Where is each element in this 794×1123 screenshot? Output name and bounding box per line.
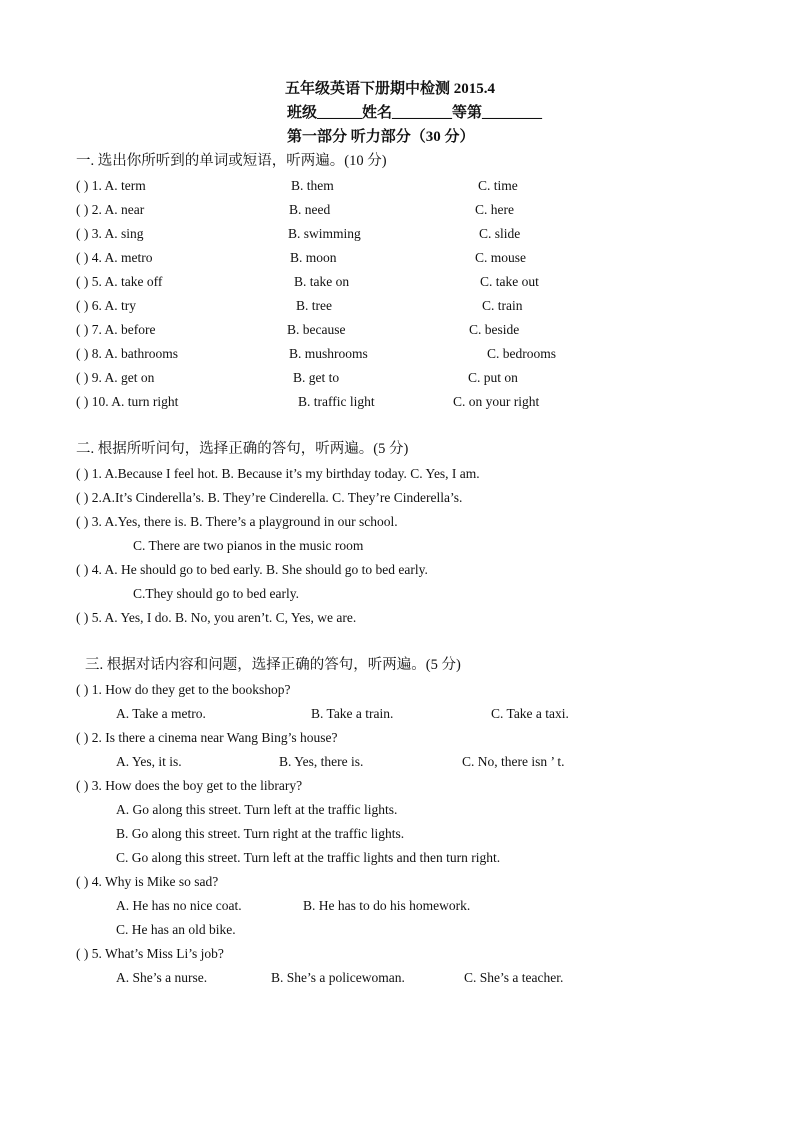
s1-q7-c: C. beside	[469, 322, 520, 337]
s2-q1: ( ) 1. A.Because I feel hot. B. Because it’s my birthday today. C. Yes, I am.	[76, 466, 480, 481]
part-heading: 第一部分 听力部分（30 分）	[287, 129, 475, 145]
s1-q2-c: C. here	[475, 202, 514, 217]
s2-q3: ( ) 3. A.Yes, there is. B. There’s a playground in our school.	[76, 514, 398, 529]
s3-q2: ( ) 2. Is there a cinema near Wang Bing’s house?	[76, 730, 338, 745]
student-info-line: 班级______姓名________等第________	[287, 105, 543, 121]
s2-q3-option-c: C. There are two pianos in the music room	[133, 538, 364, 553]
s1-q5-a: ( ) 5. A. take off	[76, 274, 163, 289]
s1-q6-a: ( ) 6. A. try	[76, 298, 136, 313]
s1-q5-c: C. take out	[480, 274, 539, 289]
s3-q3-c: C. Go along this street. Turn left at the traffic lights and then turn right.	[116, 850, 501, 865]
s1-q9-c: C. put on	[468, 370, 518, 385]
s3-q3-a: A. Go along this street. Turn left at the traffic lights.	[116, 802, 398, 817]
s1-q4-c: C. mouse	[475, 250, 527, 265]
s1-q3-b: B. swimming	[288, 226, 361, 241]
s1-q10-c: C. on your right	[453, 394, 540, 409]
s1-q8-c: C. bedrooms	[487, 346, 556, 361]
s2-q5: ( ) 5. A. Yes, I do. B. No, you aren’t. C, Yes, we are.	[76, 610, 357, 625]
section-3-heading: 三. 根据对话内容和问题，选择正确的答句，听两遍。(5 分)	[85, 657, 461, 673]
s1-q3-a: ( ) 3. A. sing	[76, 226, 144, 241]
s1-q3-c: C. slide	[479, 226, 521, 241]
s1-q10-b: B. traffic light	[298, 394, 375, 409]
s1-q6-c: C. train	[482, 298, 523, 313]
s3-q4-c: C. He has an old bike.	[116, 922, 236, 937]
s1-q9-b: B. get to	[293, 370, 340, 385]
exam-title: 五年级英语下册期中检测 2015.4	[285, 81, 496, 97]
s1-q1-c: C. time	[478, 178, 518, 193]
s3-q1-b: B. Take a train.	[311, 706, 394, 721]
s3-q2-b: B. Yes, there is.	[279, 754, 364, 769]
s3-q1: ( ) 1. How do they get to the bookshop?	[76, 682, 291, 697]
s3-q5: ( ) 5. What’s Miss Li’s job?	[76, 946, 224, 961]
s3-q4-a: A. He has no nice coat.	[116, 898, 242, 913]
s3-q1-c: C. Take a taxi.	[491, 706, 569, 721]
s2-q4: ( ) 4. A. He should go to bed early. B. She should go to bed early.	[76, 562, 428, 577]
s1-q7-b: B. because	[287, 322, 346, 337]
s3-q2-c: C. No, there isn ’ t.	[462, 754, 565, 769]
s3-q3: ( ) 3. How does the boy get to the library?	[76, 778, 303, 793]
s1-q4-b: B. moon	[290, 250, 337, 265]
s3-q5-b: B. She’s a policewoman.	[271, 970, 405, 985]
s1-q5-b: B. take on	[294, 274, 350, 289]
s1-q6-b: B. tree	[296, 298, 332, 313]
s1-q10-a: ( ) 10. A. turn right	[76, 394, 179, 409]
s3-q5-c: C. She’s a teacher.	[464, 970, 564, 985]
s2-q4-option-c: C.They should go to bed early.	[133, 586, 299, 601]
s3-q1-a: A. Take a metro.	[116, 706, 206, 721]
s1-q2-a: ( ) 2. A. near	[76, 202, 145, 217]
s1-q8-a: ( ) 8. A. bathrooms	[76, 346, 178, 361]
section-2-heading: 二. 根据所听问句，选择正确的答句，听两遍。(5 分)	[76, 441, 409, 457]
s1-q7-a: ( ) 7. A. before	[76, 322, 156, 337]
s1-q8-b: B. mushrooms	[289, 346, 368, 361]
s3-q2-a: A. Yes, it is.	[116, 754, 182, 769]
s1-q2-b: B. need	[289, 202, 331, 217]
s3-q4: ( ) 4. Why is Mike so sad?	[76, 874, 219, 889]
s3-q4-b: B. He has to do his homework.	[303, 898, 471, 913]
s3-q3-b: B. Go along this street. Turn right at the traffic lights.	[116, 826, 405, 841]
s1-q1-b: B. them	[291, 178, 334, 193]
s2-q2: ( ) 2.A.It’s Cinderella’s. B. They’re Cinderella. C. They’re Cinderella’s.	[76, 490, 463, 505]
s1-q1-a: ( ) 1. A. term	[76, 178, 146, 193]
s3-q5-a: A. She’s a nurse.	[116, 970, 208, 985]
s1-q4-a: ( ) 4. A. metro	[76, 250, 153, 265]
s1-q9-a: ( ) 9. A. get on	[76, 370, 155, 385]
section-1-heading: 一. 选出你所听到的单词或短语，听两遍。(10 分)	[76, 153, 387, 169]
